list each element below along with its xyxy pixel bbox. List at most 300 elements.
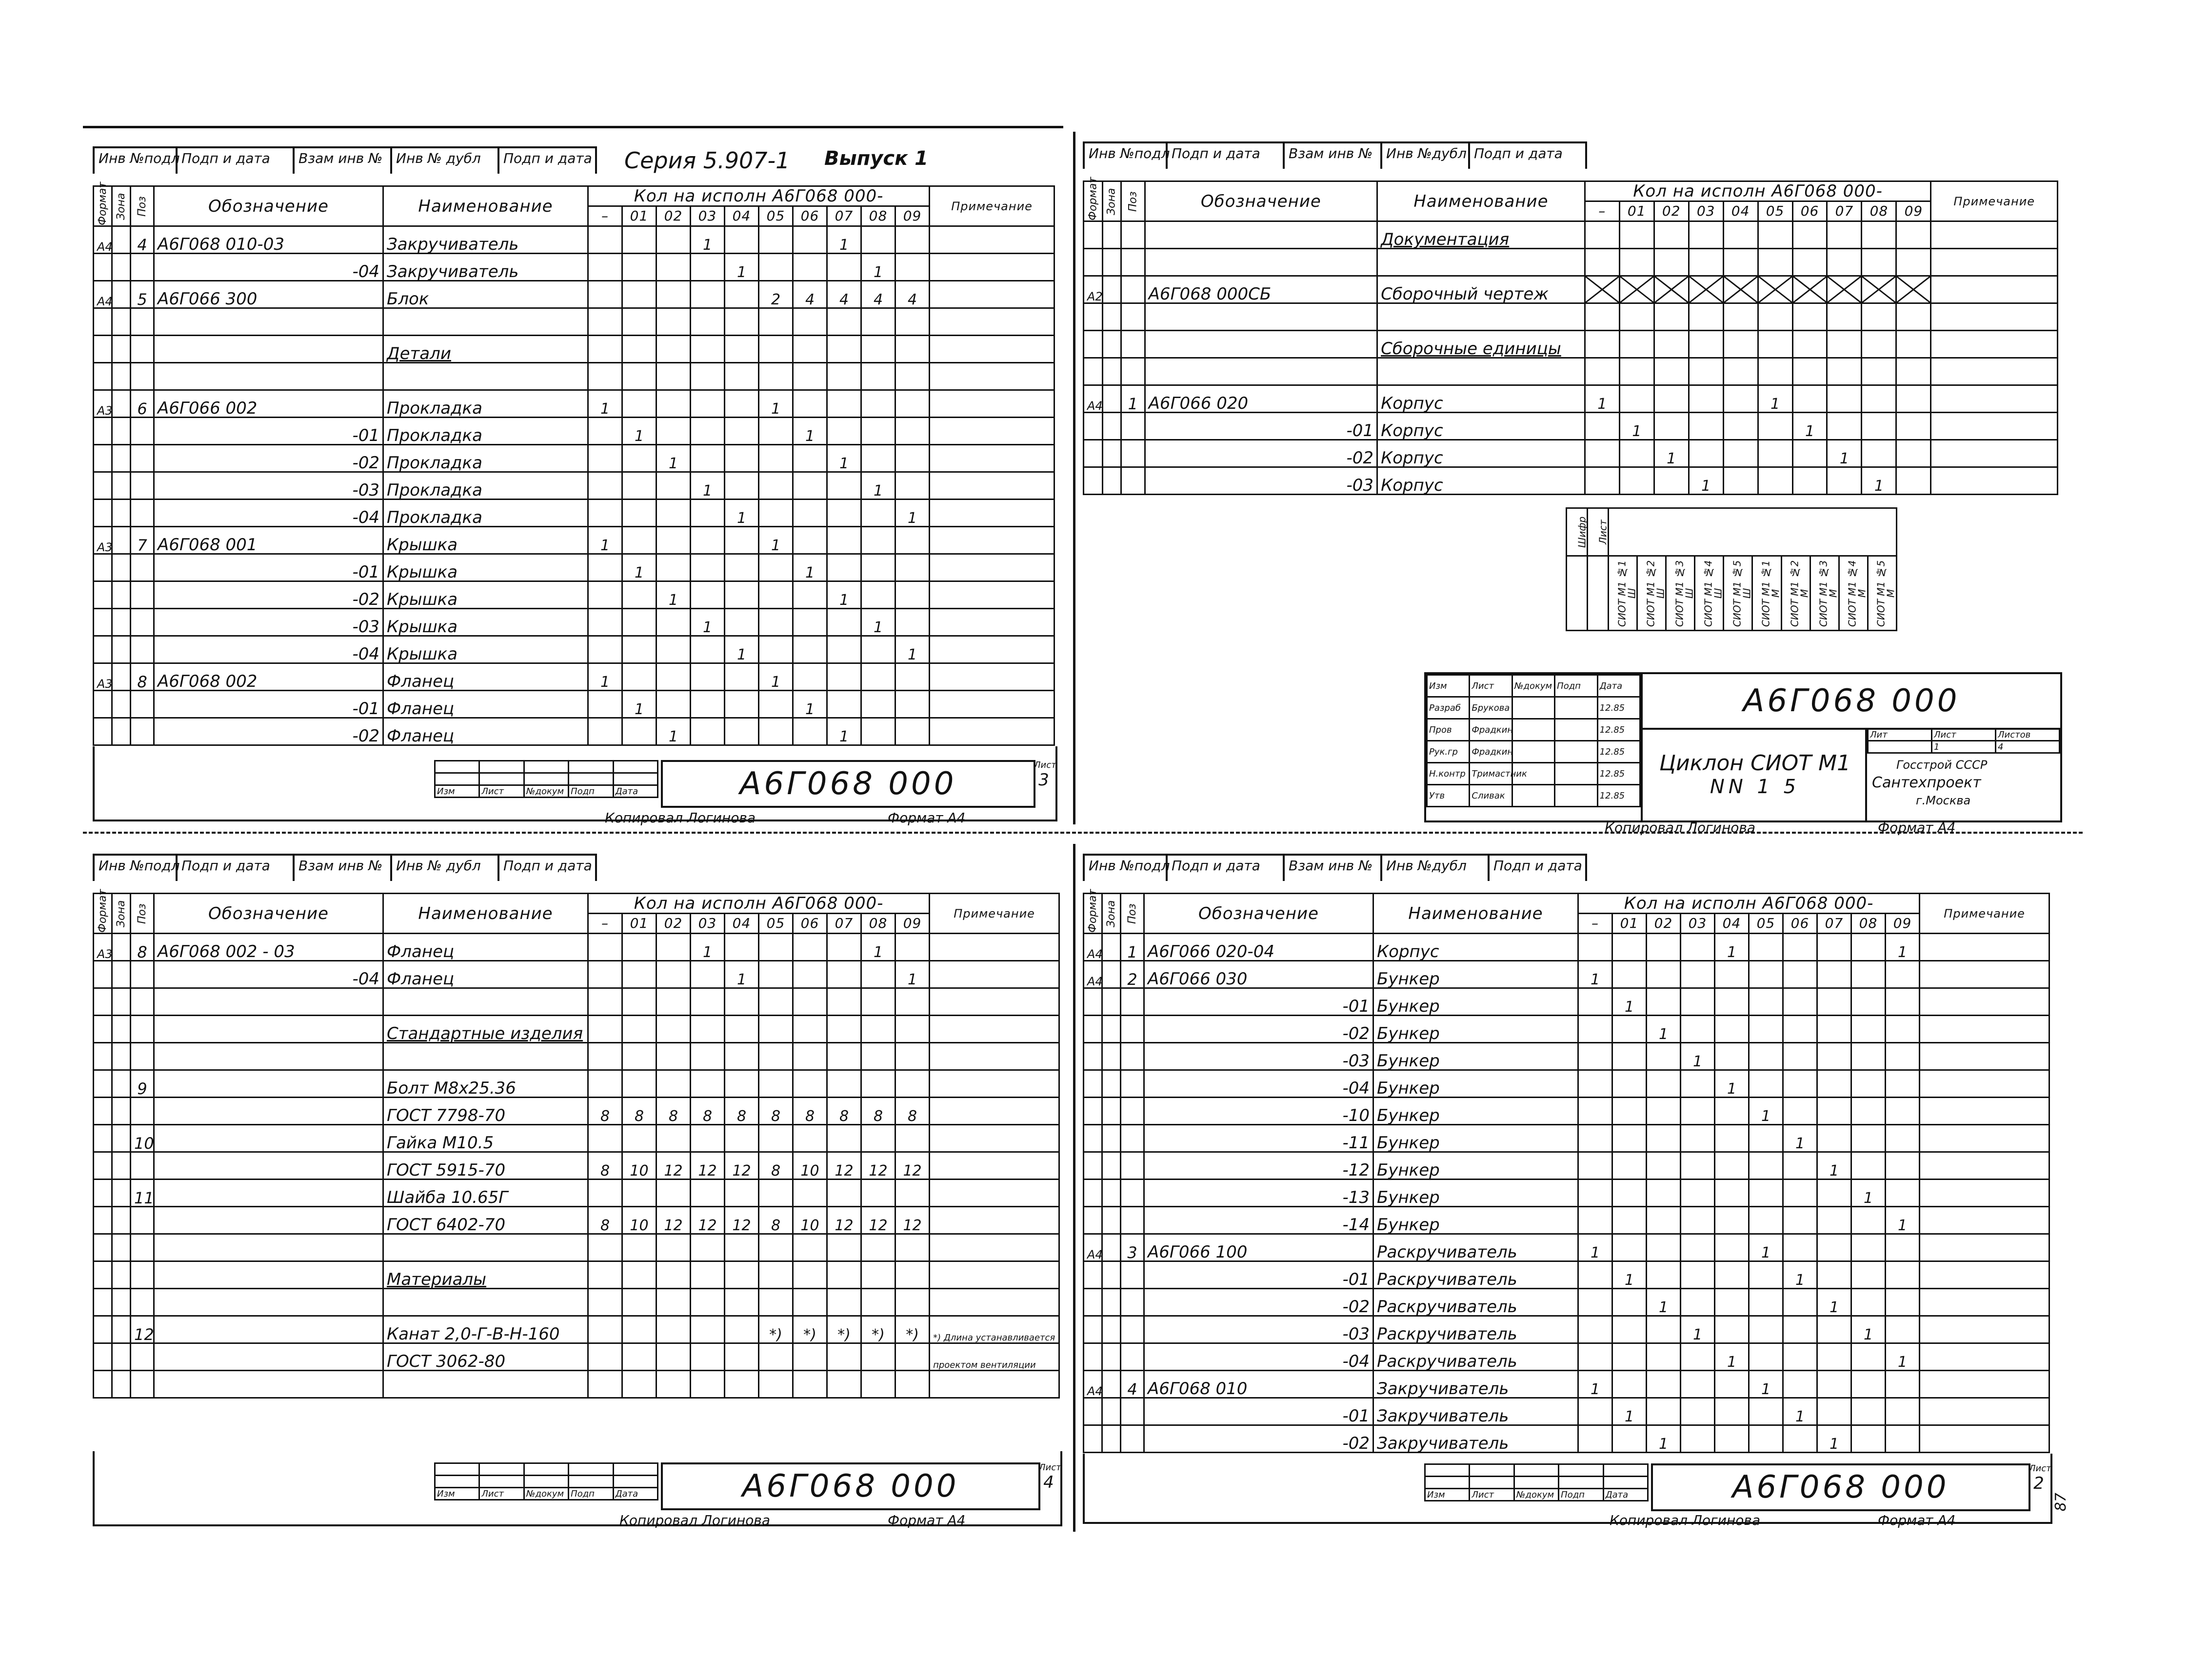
name-cell: Фланец (383, 691, 588, 718)
name-cell: Бункер (1373, 1125, 1578, 1152)
format-cell (94, 554, 112, 581)
qty-cell (793, 1180, 827, 1207)
qty-cell (1783, 988, 1817, 1016)
qty-cell (895, 663, 930, 691)
format-cell (94, 691, 112, 718)
qty-cell (622, 527, 656, 554)
qty-cell: 1 (1749, 1371, 1783, 1398)
qty-cell: 1 (861, 609, 895, 636)
pos-cell (131, 472, 154, 500)
qty-cell (1817, 1261, 1851, 1289)
designation-cell: -02 (154, 581, 383, 609)
designation-cell: -10 (1144, 1098, 1373, 1125)
designation-cell (154, 1234, 383, 1261)
qty-cell: 1 (861, 472, 895, 500)
pos-cell: 4 (1121, 1371, 1144, 1398)
designation-cell (154, 1180, 383, 1207)
zone-cell (1102, 221, 1121, 249)
format-cell: А3 (94, 390, 112, 418)
cipher-cell: СИОТ М1 №1 М (1752, 556, 1781, 631)
qty-cell (759, 1261, 793, 1289)
revision-table (434, 1462, 658, 1500)
qty-cell (827, 1261, 861, 1289)
format-cell (1084, 1070, 1102, 1098)
zone-header: Зона (112, 894, 131, 934)
qty-cell (1896, 358, 1931, 385)
table-row (1084, 1261, 2049, 1289)
note-cell (930, 1043, 1059, 1070)
table-row (94, 1289, 1059, 1316)
qty-cell (1783, 1207, 1817, 1234)
pos-cell (1121, 1316, 1144, 1343)
list-label: Лист (1932, 729, 1996, 741)
spec-table (93, 181, 1055, 746)
note-cell (1931, 221, 2058, 249)
qty-cell (1723, 440, 1758, 467)
qty-cell (759, 363, 793, 390)
qty-cell (1749, 1343, 1783, 1371)
sheet-label: Лист (1034, 760, 1056, 770)
qty-cell (656, 390, 691, 418)
cipher-cell: СИОТ М1 №1 Ш (1609, 556, 1637, 631)
table-row (94, 281, 1054, 308)
table-row (94, 1261, 1059, 1289)
pos-cell (131, 336, 154, 363)
qty-cell (1715, 1098, 1749, 1125)
qty-cell (691, 336, 725, 363)
qty-cell: 8 (895, 1098, 930, 1125)
qty-cell: 8 (588, 1098, 622, 1125)
qty-cell (1585, 413, 1619, 440)
qty-cell (1689, 303, 1723, 331)
approval-name: Тримастник (1470, 763, 1512, 785)
qty-cell (1723, 276, 1758, 303)
approval-c5: 12.85 (1597, 719, 1640, 741)
qty-cell (1681, 1398, 1715, 1425)
qty-cell: 1 (1862, 467, 1896, 495)
qty-cell (1612, 1070, 1647, 1098)
note-cell (930, 988, 1059, 1016)
spec-sheet-1 (1073, 122, 2073, 834)
qty-cell (1723, 303, 1758, 331)
approval-c3 (1512, 697, 1554, 719)
table-row (94, 254, 1054, 281)
variant-header: 08 (861, 914, 895, 934)
zone-cell (112, 1343, 131, 1371)
format-cell (94, 254, 112, 281)
designation-cell: -01 (154, 691, 383, 718)
name-cell (383, 1371, 588, 1398)
qty-cell (1817, 1398, 1851, 1425)
note-cell (1931, 440, 2058, 467)
qty-cell (656, 1125, 691, 1152)
note-cell (930, 500, 1054, 527)
cross-mark-icon (1724, 277, 1757, 302)
main-title-block (1424, 672, 2062, 822)
qty-cell (1749, 1070, 1783, 1098)
qty-cell (588, 445, 622, 472)
table-row (1084, 440, 2058, 467)
stamp-cell: Инв №дубл (1382, 143, 1470, 169)
qty-cell (759, 1043, 793, 1070)
table-row (94, 1207, 1059, 1234)
qty-cell (656, 691, 691, 718)
lit-box (1865, 728, 2060, 820)
qty-cell (1715, 1425, 1749, 1453)
qty-cell (1578, 1398, 1612, 1425)
qty-cell (1783, 1343, 1817, 1371)
qty-cell (793, 988, 827, 1016)
format-cell (1084, 988, 1102, 1016)
stamp-row (93, 146, 597, 174)
zone-header: Зона (1102, 181, 1121, 221)
name-cell: Сборочные единицы (1377, 331, 1585, 358)
qty-cell (656, 988, 691, 1016)
table-row (94, 1152, 1059, 1180)
qty-cell (1612, 1180, 1647, 1207)
table-row (94, 1371, 1059, 1398)
note-cell (1920, 1152, 2049, 1180)
qty-cell (1758, 303, 1792, 331)
format-cell: А3 (94, 663, 112, 691)
sheet-number-box (2029, 1463, 2049, 1507)
qty-cell (622, 1343, 656, 1371)
qty-cell (1851, 934, 1886, 961)
format-cell (94, 1016, 112, 1043)
note-cell (1931, 303, 2058, 331)
approval-c4 (1555, 763, 1597, 785)
qty-cell (759, 988, 793, 1016)
name-header: Наименование (383, 894, 588, 934)
qty-cell (588, 1070, 622, 1098)
qty-cell (1647, 1398, 1681, 1425)
qty-cell (588, 1343, 622, 1371)
zone-cell (1102, 440, 1121, 467)
approval-c5: 12.85 (1597, 763, 1640, 785)
qty-cell (1851, 988, 1886, 1016)
name-cell: Закручиватель (1373, 1371, 1578, 1398)
qty-cell (588, 1180, 622, 1207)
zone-cell (1102, 249, 1121, 276)
pos-cell (1121, 1289, 1144, 1316)
zone-cell (112, 1371, 131, 1398)
qty-cell: 1 (588, 663, 622, 691)
qty-cell (759, 961, 793, 988)
cross-mark-icon (1897, 277, 1930, 302)
qty-cell (759, 226, 793, 254)
qty-cell: 8 (691, 1098, 725, 1125)
qty-cell (588, 226, 622, 254)
name-cell: Детали (383, 336, 588, 363)
header-row (1084, 181, 2058, 201)
note-cell (930, 691, 1054, 718)
qty-cell (622, 1234, 656, 1261)
qty-cell (1827, 413, 1862, 440)
table-row (94, 581, 1054, 609)
qty-cell (1619, 358, 1654, 385)
qty-cell (1681, 1261, 1715, 1289)
qty-cell: 12 (895, 1207, 930, 1234)
qty-cell (1749, 1180, 1783, 1207)
qty-cell (1896, 303, 1931, 331)
format-cell (1084, 413, 1103, 440)
qty-cell (793, 527, 827, 554)
approval-c4 (1555, 785, 1597, 807)
qty-cell (1827, 303, 1862, 331)
qty-cell (1886, 1289, 1920, 1316)
note-cell (1920, 1261, 2049, 1289)
rev-izm: Изм (1425, 1489, 1470, 1501)
qty-cell (725, 363, 759, 390)
qty-cell (1817, 1125, 1851, 1152)
zone-cell (112, 254, 131, 281)
qty-cell (1851, 1043, 1886, 1070)
qty-cell (827, 1043, 861, 1070)
qty-cell (1817, 1234, 1851, 1261)
qty-cell (759, 581, 793, 609)
qty-cell (1817, 1043, 1851, 1070)
table-row (94, 1043, 1059, 1070)
rev-date: Дата (1603, 1489, 1648, 1501)
qty-cell (895, 1371, 930, 1398)
qty-cell (759, 1343, 793, 1371)
name-cell: ГОСТ 6402-70 (383, 1207, 588, 1234)
name-cell: Раскручиватель (1373, 1316, 1578, 1343)
qty-cell (1619, 249, 1654, 276)
qty-cell (1654, 221, 1689, 249)
cross-mark-icon (1862, 277, 1895, 302)
qty-cell (793, 609, 827, 636)
variant-header: 05 (1758, 201, 1792, 221)
designation-cell: А6Г068 002 - 03 (154, 934, 383, 961)
qty-cell (1723, 467, 1758, 495)
qty-cell (622, 363, 656, 390)
rev-doc: №докум (524, 1488, 568, 1500)
table-row (1084, 961, 2049, 988)
note-cell (1920, 1016, 2049, 1043)
qty-cell (691, 254, 725, 281)
qty-cell (1749, 961, 1783, 988)
table-row (1084, 1125, 2049, 1152)
qty-cell (725, 472, 759, 500)
lit-label: Лит (1868, 729, 1932, 741)
qty-cell (793, 1043, 827, 1070)
qty-cell (725, 1180, 759, 1207)
qty-cell (793, 472, 827, 500)
qty-cell (1647, 934, 1681, 961)
approval-name: Лист (1470, 675, 1512, 697)
qty-cell (1886, 1125, 1920, 1152)
variant-header: 01 (1612, 914, 1647, 934)
name-cell: ГОСТ 5915-70 (383, 1152, 588, 1180)
name-cell: Бункер (1373, 1207, 1578, 1234)
qty-cell (1783, 1234, 1817, 1261)
qty-cell (1862, 276, 1896, 303)
qty-cell: 1 (1715, 934, 1749, 961)
qty-cell (1792, 249, 1827, 276)
zone-cell (1102, 1125, 1121, 1152)
qty-cell (1886, 1016, 1920, 1043)
designation-header: Обозначение (1144, 894, 1373, 934)
name-cell: Прокладка (383, 472, 588, 500)
format-header: Формат (94, 186, 112, 226)
zone-cell (112, 988, 131, 1016)
qty-cell (725, 1261, 759, 1289)
variant-header: 07 (1827, 201, 1862, 221)
qty-cell (588, 636, 622, 663)
qty-cell (1715, 1207, 1749, 1234)
designation-cell (154, 1125, 383, 1152)
qty-cell (656, 1316, 691, 1343)
qty-cell (1578, 1125, 1612, 1152)
zone-cell (1102, 1180, 1121, 1207)
qty-cell (1612, 1371, 1647, 1398)
qty-cell (1681, 1371, 1715, 1398)
qty-cell (588, 1016, 622, 1043)
qty-cell (827, 418, 861, 445)
doc-number-box (661, 760, 1035, 808)
note-cell (930, 1261, 1059, 1289)
cross-mark-icon (1586, 277, 1619, 302)
qty-cell (759, 418, 793, 445)
designation-cell (154, 363, 383, 390)
stamp-cell: Подп и дата (503, 858, 592, 874)
qty-cell (1654, 331, 1689, 358)
pos-cell (131, 1234, 154, 1261)
note-cell (930, 934, 1059, 961)
qty-cell (1689, 358, 1723, 385)
zone-cell (1102, 1343, 1121, 1371)
qty-cell (1715, 1125, 1749, 1152)
zone-cell (112, 636, 131, 663)
qty-cell (656, 1371, 691, 1398)
qty-cell (725, 609, 759, 636)
note-cell (930, 1016, 1059, 1043)
table-row (1084, 1289, 2049, 1316)
cross-mark-icon (1690, 277, 1723, 302)
zone-cell (112, 961, 131, 988)
qty-cell (1851, 1425, 1886, 1453)
qty-cell (1758, 249, 1792, 276)
zone-header: Зона (1102, 894, 1121, 934)
format-cell (94, 418, 112, 445)
format-cell: А2 (1084, 276, 1103, 303)
qty-cell: 12 (691, 1207, 725, 1234)
qty-cell: 1 (1585, 385, 1619, 413)
qty-cell (588, 934, 622, 961)
qty-cell (827, 691, 861, 718)
qty-cell (1612, 1316, 1647, 1343)
lit-table (1867, 728, 2060, 754)
qty-cell (1723, 249, 1758, 276)
qty-cell (1689, 331, 1723, 358)
name-header: Наименование (383, 186, 588, 226)
table-row (1084, 1152, 2049, 1180)
qty-cell (1827, 249, 1862, 276)
qty-cell (1886, 1234, 1920, 1261)
zone-cell (112, 1316, 131, 1343)
name-cell: Материалы (383, 1261, 588, 1289)
pos-cell (131, 308, 154, 336)
qty-cell (895, 1043, 930, 1070)
qty-cell (1792, 221, 1827, 249)
note-cell (1920, 1098, 2049, 1125)
format-cell (1084, 1289, 1102, 1316)
qty-cell (1827, 358, 1862, 385)
qty-cell (656, 961, 691, 988)
table-row (1084, 1234, 2049, 1261)
qty-cell (1612, 1234, 1647, 1261)
table-row (94, 445, 1054, 472)
name-cell (1377, 358, 1585, 385)
qty-cell (1817, 1207, 1851, 1234)
qty-cell (793, 1070, 827, 1098)
qty-cell (827, 663, 861, 691)
note-cell (1920, 1207, 2049, 1234)
note-cell (930, 636, 1054, 663)
qty-cell (1749, 1398, 1783, 1425)
side-page-number: 87 (2052, 1493, 2069, 1512)
qty-cell (1758, 358, 1792, 385)
table-row (94, 336, 1054, 363)
qty-cell (1619, 303, 1654, 331)
format-cell (1084, 358, 1103, 385)
name-cell: Прокладка (383, 418, 588, 445)
qty-cell (1578, 1180, 1612, 1207)
qty-cell (861, 718, 895, 745)
qty-cell (656, 663, 691, 691)
format-header: Формат (1084, 181, 1103, 221)
qty-cell (1681, 1016, 1715, 1043)
designation-cell (154, 1289, 383, 1316)
qty-cell (1647, 961, 1681, 988)
approval-role: Разраб (1427, 697, 1470, 719)
qty-cell (1896, 276, 1931, 303)
qty-cell (1647, 1316, 1681, 1343)
qty-cell: 8 (759, 1152, 793, 1180)
table-row (1084, 276, 2058, 303)
qty-cell (895, 1261, 930, 1289)
pos-cell (131, 1289, 154, 1316)
format-cell: А4 (94, 281, 112, 308)
variant-header: 02 (1647, 914, 1681, 934)
table-row (1084, 331, 2058, 358)
qty-cell (1681, 1234, 1715, 1261)
qty-cell (691, 1316, 725, 1343)
note-cell (930, 308, 1054, 336)
format-cell (94, 1180, 112, 1207)
qty-cell (827, 934, 861, 961)
variant-header: 04 (725, 206, 759, 226)
zone-cell (112, 609, 131, 636)
stamp-cell: Взам инв № (1285, 143, 1382, 169)
name-cell: Крышка (383, 636, 588, 663)
qty-cell: 1 (1817, 1289, 1851, 1316)
name-cell (383, 988, 588, 1016)
zone-cell (112, 363, 131, 390)
note-cell (930, 363, 1054, 390)
zone-cell (1102, 1207, 1121, 1234)
qty-cell (827, 527, 861, 554)
qty-cell (1681, 1289, 1715, 1316)
designation-cell: -11 (1144, 1125, 1373, 1152)
format-label: Формат А4 (888, 810, 966, 826)
revision-table (434, 760, 658, 798)
format-cell: А3 (94, 934, 112, 961)
table-row (1084, 1016, 2049, 1043)
variant-header: 05 (759, 914, 793, 934)
qty-cell (793, 1261, 827, 1289)
